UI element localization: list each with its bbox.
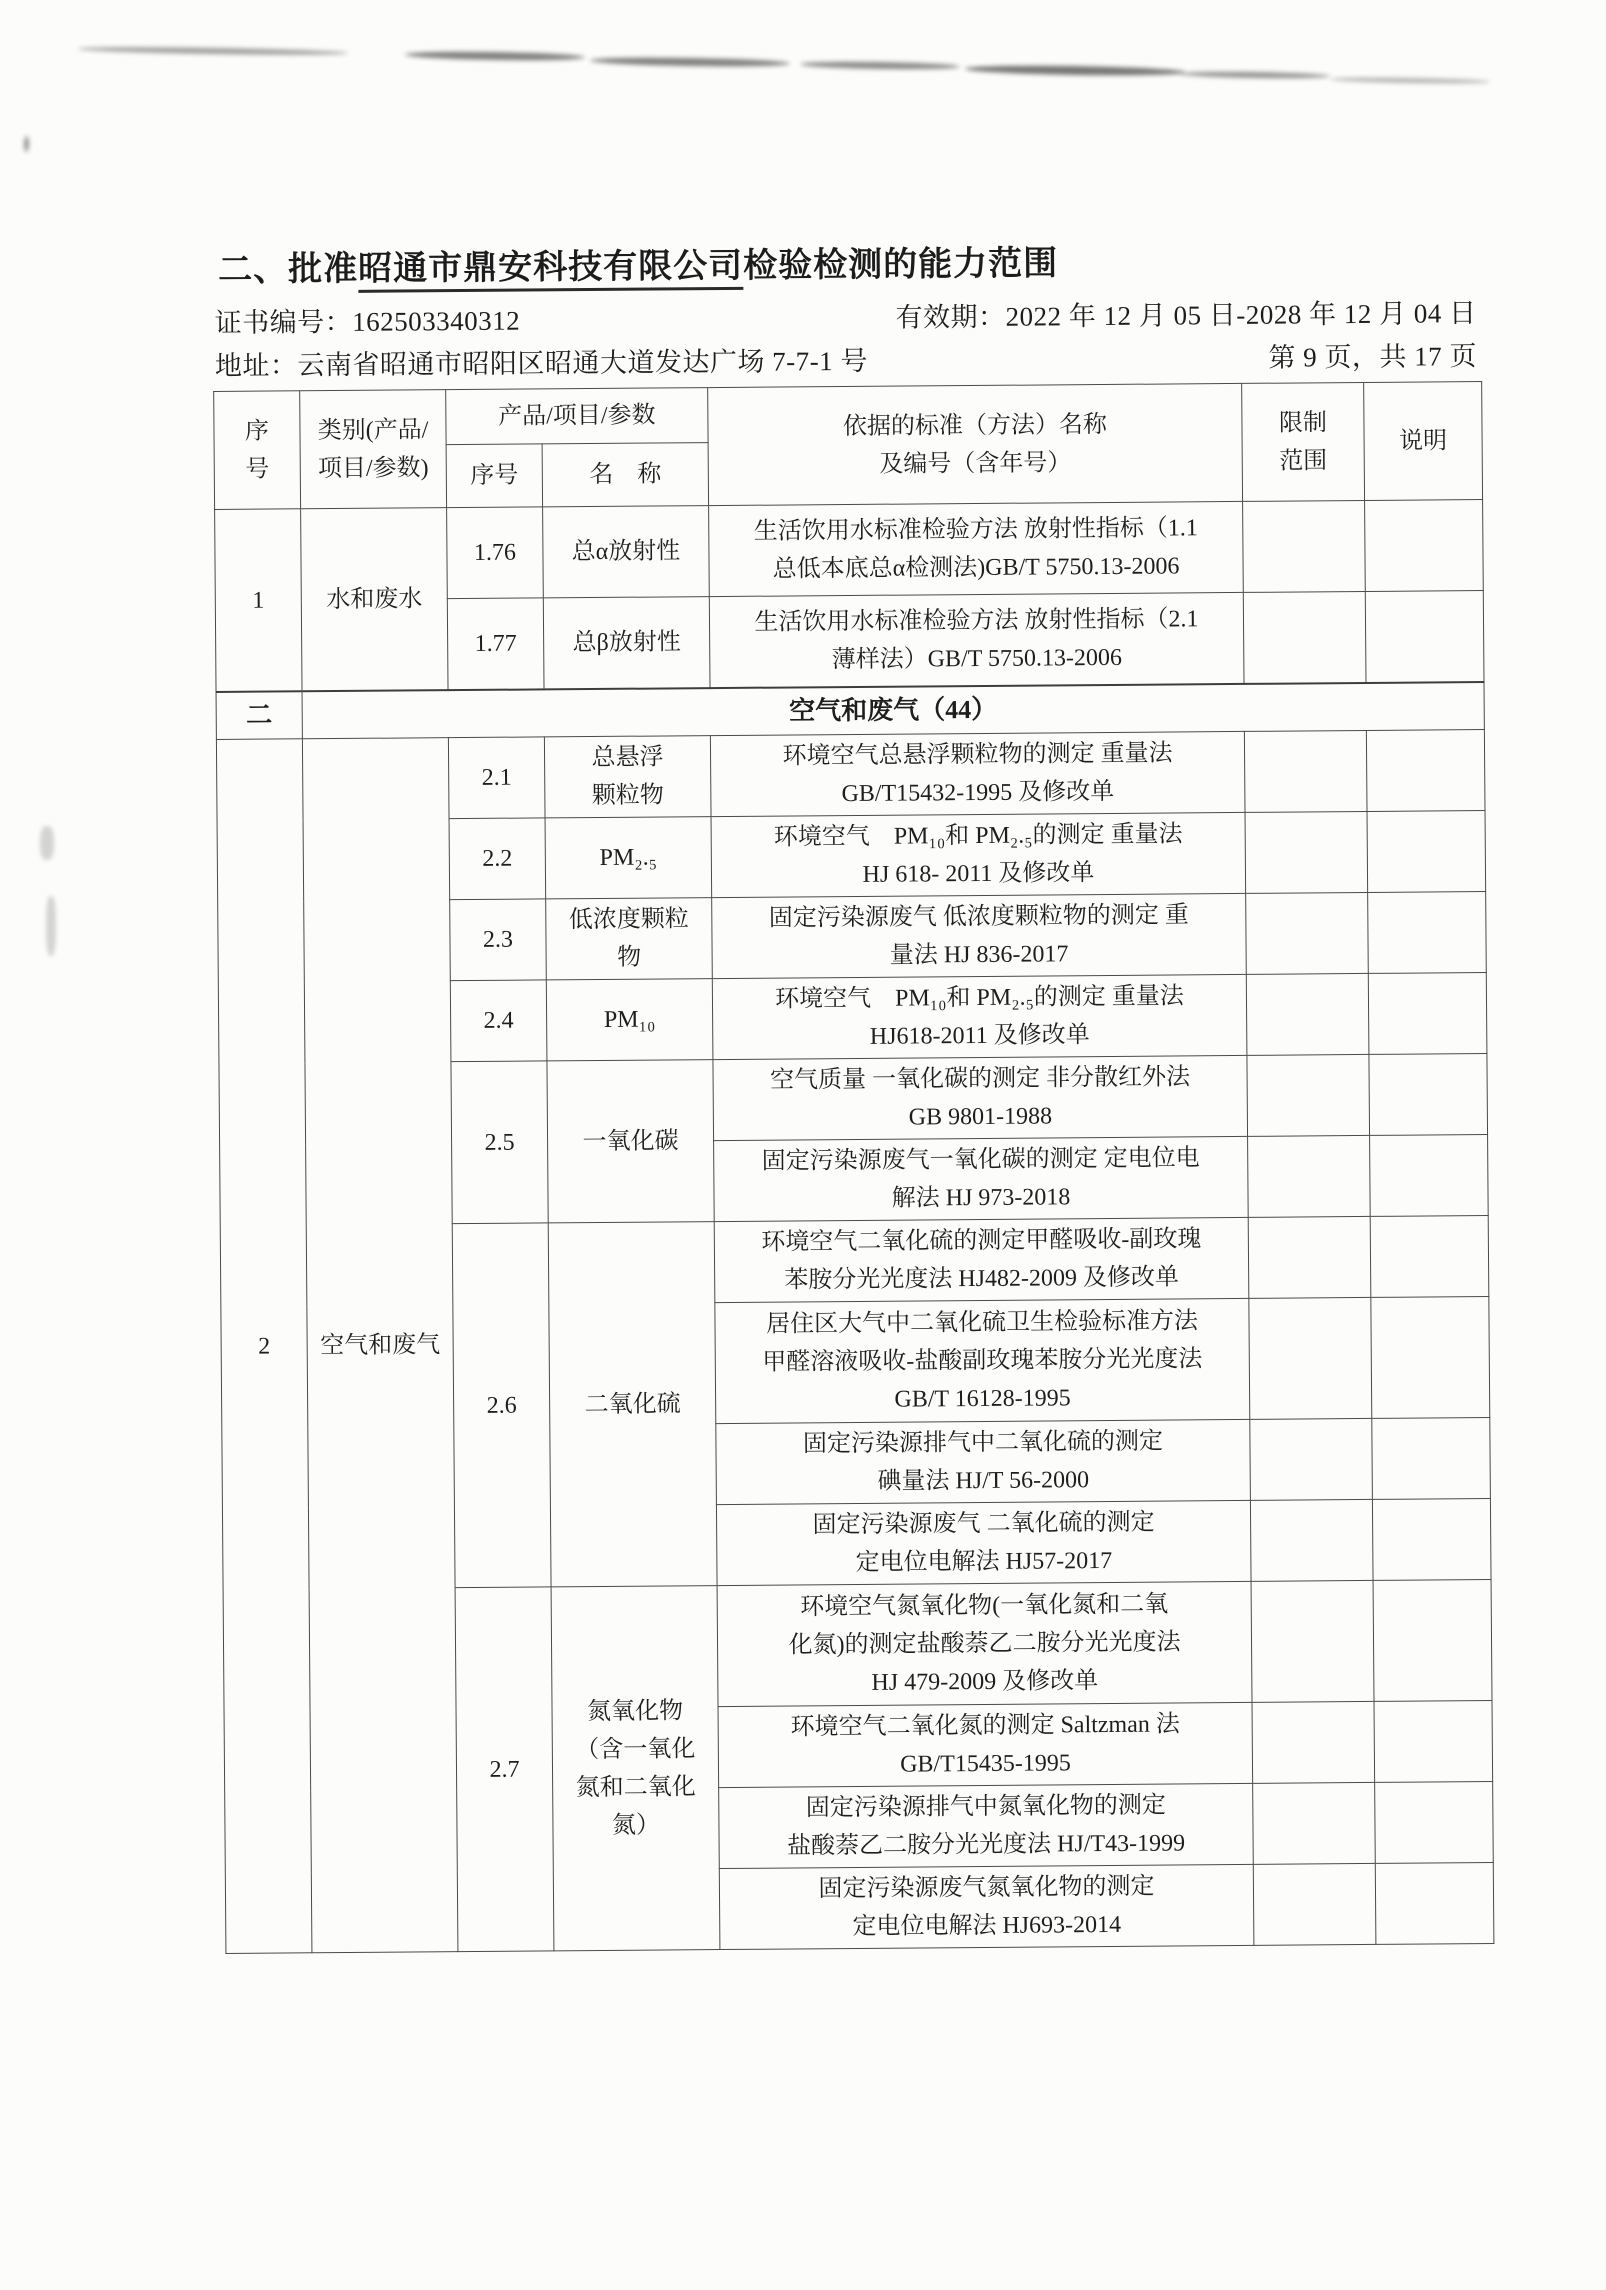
page-number: 第 9 页，共 17 页 <box>1268 341 1478 373</box>
cell-note <box>1370 1135 1489 1217</box>
cell-category: 空气和废气 <box>302 738 458 1953</box>
table-row <box>215 500 1484 601</box>
cell-standard: 固定污染源排气中二氧化硫的测定 碘量法 HJ/T 56-2000 <box>716 1419 1251 1504</box>
cell-standard: 生活饮用水标准检验方法 放射性指标（2.1 薄样法）GB/T 5750.13-2006 <box>709 592 1244 688</box>
cell-standard: 空气质量 一氧化碳的测定 非分散红外法 GB 9801-1988 <box>713 1055 1248 1140</box>
cell-item-no: 1.76 <box>447 507 544 599</box>
cell-standard: 固定污染源废气 二氧化硫的测定 定电位电解法 HJ57-2017 <box>716 1500 1251 1585</box>
cell-section-seq: 2 <box>216 739 312 1954</box>
cell-note <box>1372 1498 1491 1580</box>
cell-note <box>1375 1862 1494 1944</box>
page-title <box>218 232 1498 291</box>
cell-item-no: 2.5 <box>451 1061 548 1224</box>
cell-divider-label: 空气和废气（44） <box>302 682 1484 739</box>
validity-period: 有效期：2022 年 12 月 05 日-2028 年 12 月 04 日 <box>895 298 1477 333</box>
cell-note <box>1371 1297 1490 1419</box>
cell-item-no: 2.3 <box>450 899 547 981</box>
cell-limit <box>1250 1499 1373 1581</box>
cell-item-no: 2.6 <box>452 1223 551 1588</box>
cell-standard: 固定污染源排气中氮氧化物的测定 盐酸萘乙二胺分光光度法 HJ/T43-1999 <box>719 1783 1254 1868</box>
header-standard: 依据的标准（方法）名称 及编号（含年号） <box>708 383 1243 505</box>
table-row <box>216 730 1485 821</box>
cell-item-name: PM₁₀ <box>546 979 713 1061</box>
cell-limit <box>1243 591 1366 683</box>
title-suffix: 检验检测的能力范围 <box>743 245 1059 285</box>
certificate-number: 证书编号：162503340312 <box>214 305 521 338</box>
cell-limit <box>1250 1418 1373 1500</box>
cell-limit <box>1243 500 1366 592</box>
cell-limit <box>1248 1135 1371 1217</box>
header-limit: 限制 范围 <box>1242 382 1365 501</box>
cell-standard: 固定污染源废气 低浓度颗粒物的测定 重 量法 HJ 836-2017 <box>712 893 1247 978</box>
scan-artifact <box>800 61 960 71</box>
cell-item-name: 低浓度颗粒 物 <box>546 898 713 980</box>
certificate-meta-line <box>214 291 1476 340</box>
cell-note <box>1374 1700 1493 1782</box>
cell-item-no: 2.1 <box>448 737 545 819</box>
cell-standard: 固定污染源废气氮氧化物的测定 定电位电解法 HJ693-2014 <box>719 1864 1254 1949</box>
cell-standard: 生活饮用水标准检验方法 放射性指标（1.1 总低本底总α检测法)GB/T 5750.13-2006 <box>709 501 1244 596</box>
cell-divider-seq: 二 <box>216 691 302 739</box>
cell-note <box>1366 730 1485 812</box>
cell-item-no: 2.7 <box>455 1587 554 1952</box>
scan-artifact <box>24 136 29 152</box>
scan-artifact <box>965 64 1185 76</box>
cell-category: 水和废水 <box>301 508 448 692</box>
header-seq: 序 号 <box>214 391 301 510</box>
cell-note <box>1368 973 1487 1055</box>
cell-limit <box>1245 811 1368 893</box>
cell-limit <box>1246 973 1369 1055</box>
cell-standard: 环境空气总悬浮颗粒物的测定 重量法 GB/T15432-1995 及修改单 <box>710 731 1245 816</box>
cell-item-name: 总悬浮 颗粒物 <box>544 736 711 818</box>
company-name: 昭通市鼎安科技有限公司 <box>358 248 743 293</box>
cell-section-seq: 1 <box>215 509 302 692</box>
cell-item-name: 总α放射性 <box>543 506 710 598</box>
address-meta-line <box>215 334 1477 383</box>
cell-item-name: 一氧化碳 <box>547 1060 714 1223</box>
scan-artifact <box>78 46 348 56</box>
cell-note <box>1372 1418 1491 1500</box>
cell-standard: 环境空气 PM₁₀和 PM₂.₅的测定 重量法 HJ 618- 2011 及修改单 <box>711 812 1246 897</box>
cell-limit <box>1251 1580 1374 1702</box>
cell-note <box>1370 1216 1489 1298</box>
cell-item-name: PM₂.₅ <box>545 817 712 899</box>
scan-artifact <box>40 826 54 860</box>
cell-limit <box>1249 1297 1372 1419</box>
table-header-row <box>214 382 1482 447</box>
title-prefix: 二、批准 <box>218 250 359 289</box>
cell-note <box>1375 1781 1494 1863</box>
scan-artifact <box>590 56 790 67</box>
cell-limit <box>1253 1863 1376 1945</box>
cell-standard: 环境空气 PM₁₀和 PM₂.₅的测定 重量法 HJ618-2011 及修改单 <box>712 974 1247 1059</box>
cell-note <box>1368 892 1487 974</box>
cell-note <box>1365 591 1484 683</box>
scan-artifact <box>405 51 585 62</box>
header-product-group: 产品/项目/参数 <box>446 388 708 445</box>
cell-note <box>1365 500 1484 592</box>
cell-item-no: 2.2 <box>449 818 546 900</box>
cell-standard: 环境空气氮氧化物(一氧化氮和二氧 化氮)的测定盐酸萘乙二胺分光光度法 HJ 479-2009 及修改单 <box>717 1581 1252 1706</box>
cell-item-name: 总β放射性 <box>543 597 710 690</box>
cell-item-name: 二氧化硫 <box>548 1222 717 1587</box>
cell-item-no: 1.77 <box>447 598 544 690</box>
cell-standard: 居住区大气中二氧化硫卫生检验标准方法 甲醛溶液吸收-盐酸副玫瑰苯胺分光光度法 GB/T 16128-1995 <box>715 1298 1250 1423</box>
capability-table <box>213 381 1494 1954</box>
header-product-seq: 序号 <box>446 444 542 508</box>
address: 地址：云南省昭通市昭阳区昭通大道发达广场 7-7-1 号 <box>214 345 869 381</box>
cell-standard: 固定污染源废气一氧化碳的测定 定电位电 解法 HJ 973-2018 <box>714 1136 1249 1221</box>
header-note: 说明 <box>1364 382 1483 501</box>
cell-note <box>1373 1579 1492 1701</box>
scan-artifact <box>46 896 56 956</box>
cell-limit <box>1248 1216 1371 1298</box>
cell-item-name: 氮氧化物 （含一氧化 氮和二氧化 氮） <box>551 1586 720 1951</box>
cell-note <box>1367 811 1486 893</box>
header-product-name: 名 称 <box>542 443 708 507</box>
cell-standard: 环境空气二氧化氮的测定 Saltzman 法 GB/T15435-1995 <box>718 1702 1253 1787</box>
scan-artifact <box>1330 77 1490 85</box>
header-category: 类别(产品/ 项目/参数) <box>300 390 447 509</box>
cell-limit <box>1247 1054 1370 1136</box>
cell-standard: 环境空气二氧化硫的测定甲醛吸收-副玫瑰 苯胺分光光度法 HJ482-2009 及修改单 <box>714 1217 1249 1302</box>
scan-artifact <box>1180 71 1330 79</box>
cell-limit <box>1253 1782 1376 1864</box>
document-content <box>212 232 1511 1954</box>
cell-limit <box>1244 730 1367 812</box>
cell-limit <box>1252 1701 1375 1783</box>
cell-item-no: 2.4 <box>450 980 547 1062</box>
cell-limit <box>1246 892 1369 974</box>
cell-note <box>1369 1054 1488 1136</box>
